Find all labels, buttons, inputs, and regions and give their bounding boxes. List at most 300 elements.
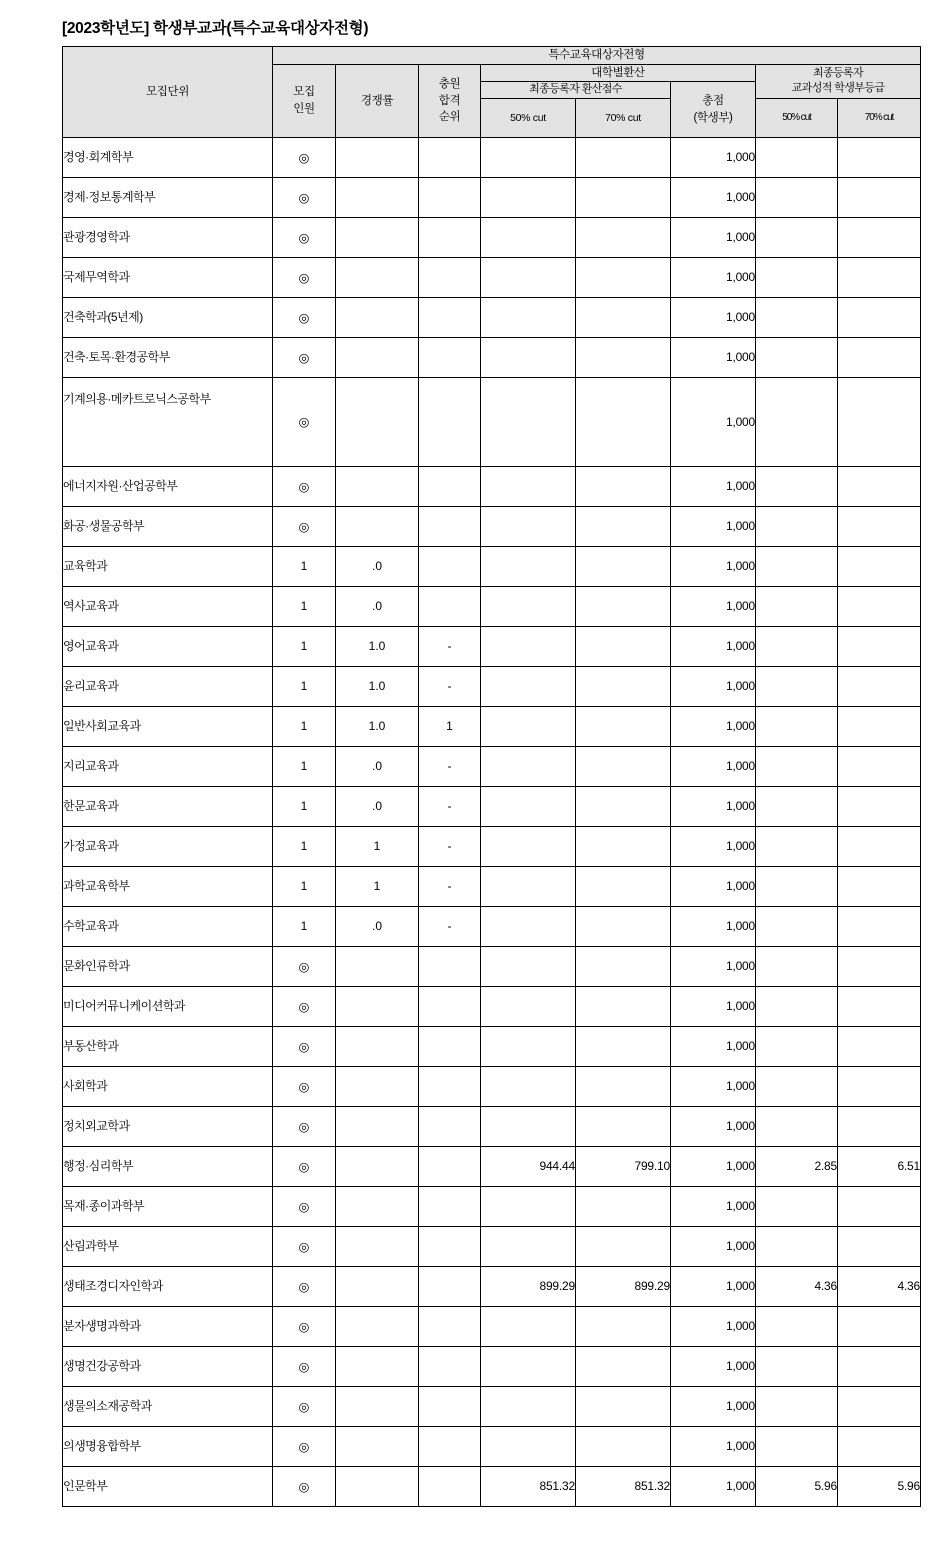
cell-conv-cut50 (481, 1227, 576, 1267)
cell-ratio (336, 507, 419, 547)
cell-grade-cut50 (756, 707, 838, 747)
header-total (671, 82, 756, 138)
cell-grade-cut50 (756, 1347, 838, 1387)
cell-unit: 의생명융합학부 (63, 1427, 273, 1467)
cell-conv-cut50 (481, 378, 576, 467)
cell-ratio (336, 467, 419, 507)
cell-grade-cut50: 2.85 (756, 1147, 838, 1187)
table-row (63, 1307, 921, 1347)
cell-grade-cut70 (838, 627, 921, 667)
table-row (63, 1187, 921, 1227)
table-row (63, 467, 921, 507)
cell-rank (419, 1147, 481, 1187)
cell-total: 1,000 (671, 178, 756, 218)
cell-total: 1,000 (671, 1427, 756, 1467)
cell-grade-cut50: 5.96 (756, 1467, 838, 1507)
cell-rank (419, 547, 481, 587)
cell-grade-cut50 (756, 987, 838, 1027)
cell-ratio (336, 947, 419, 987)
cell-grade-cut70 (838, 467, 921, 507)
cell-conv-cut50 (481, 867, 576, 907)
table-row (63, 1107, 921, 1147)
header-quota-line2: 인원 (293, 102, 315, 115)
cell-conv-cut70 (576, 1387, 671, 1427)
cell-grade-cut50 (756, 1027, 838, 1067)
cell-quota: ◎ (273, 218, 336, 258)
header-rank-line3: 순위 (438, 111, 461, 124)
cell-total: 1,000 (671, 1307, 756, 1347)
cell-ratio (336, 378, 419, 467)
cell-unit: 생물의소재공학과 (63, 1387, 273, 1427)
cell-grade-cut70 (838, 1067, 921, 1107)
cell-ratio: .0 (336, 547, 419, 587)
cell-total: 1,000 (671, 1187, 756, 1227)
cell-grade-cut70 (838, 707, 921, 747)
cell-total: 1,000 (671, 1467, 756, 1507)
table-row (63, 138, 921, 178)
cell-grade-cut70 (838, 1307, 921, 1347)
cell-grade-cut70 (838, 827, 921, 867)
cell-unit: 교육학과 (63, 547, 273, 587)
table-row (63, 907, 921, 947)
header-final-grade-line1: 최종등록자 (812, 66, 864, 79)
cell-quota: ◎ (273, 1107, 336, 1147)
cell-unit: 기계의용·메카트로닉스공학부 (63, 378, 273, 467)
cell-total: 1,000 (671, 787, 756, 827)
header-conv-cut70: 70% cut (576, 99, 671, 138)
table-row (63, 587, 921, 627)
cell-grade-cut70 (838, 1187, 921, 1227)
cell-unit: 수학교육과 (63, 907, 273, 947)
cell-conv-cut50 (481, 1387, 576, 1427)
cell-unit: 행정·심리학부 (63, 1147, 273, 1187)
cell-conv-cut50 (481, 827, 576, 867)
cell-grade-cut70 (838, 987, 921, 1027)
cell-total: 1,000 (671, 547, 756, 587)
cell-grade-cut50 (756, 1227, 838, 1267)
cell-conv-cut70 (576, 467, 671, 507)
cell-ratio: 1.0 (336, 627, 419, 667)
cell-unit: 화공·생물공학부 (63, 507, 273, 547)
header-admission-type: 특수교육대상자전형 (273, 47, 921, 65)
cell-grade-cut70 (838, 667, 921, 707)
cell-conv-cut70 (576, 178, 671, 218)
cell-rank (419, 258, 481, 298)
cell-grade-cut50 (756, 1387, 838, 1427)
cell-grade-cut70 (838, 1107, 921, 1147)
cell-quota: ◎ (273, 378, 336, 467)
cell-rank (419, 178, 481, 218)
cell-grade-cut70 (838, 338, 921, 378)
cell-rank (419, 298, 481, 338)
cell-quota: ◎ (273, 1267, 336, 1307)
cell-rank: - (419, 867, 481, 907)
cell-rank (419, 1467, 481, 1507)
cell-ratio (336, 1387, 419, 1427)
cell-unit: 가정교육과 (63, 827, 273, 867)
cell-unit: 생명건강공학과 (63, 1347, 273, 1387)
header-quota (273, 64, 336, 138)
table-row (63, 707, 921, 747)
table-row (63, 1347, 921, 1387)
cell-total: 1,000 (671, 467, 756, 507)
cell-grade-cut70 (838, 587, 921, 627)
cell-grade-cut50 (756, 1427, 838, 1467)
cell-total: 1,000 (671, 667, 756, 707)
cell-ratio: 1 (336, 867, 419, 907)
cell-unit: 건축·토목·환경공학부 (63, 338, 273, 378)
cell-rank (419, 1187, 481, 1227)
cell-grade-cut50 (756, 1187, 838, 1227)
cell-rank: 1 (419, 707, 481, 747)
cell-conv-cut50 (481, 298, 576, 338)
cell-rank (419, 1227, 481, 1267)
cell-conv-cut70 (576, 298, 671, 338)
cell-grade-cut50 (756, 947, 838, 987)
cell-grade-cut70 (838, 178, 921, 218)
cell-conv-cut50 (481, 547, 576, 587)
table-row (63, 218, 921, 258)
table-row (63, 178, 921, 218)
header-grade-cut50: 50% cut (756, 99, 838, 138)
cell-unit: 과학교육학부 (63, 867, 273, 907)
cell-total: 1,000 (671, 378, 756, 467)
table-row (63, 507, 921, 547)
cell-conv-cut50 (481, 787, 576, 827)
cell-rank: - (419, 627, 481, 667)
cell-conv-cut50 (481, 178, 576, 218)
cell-conv-cut50 (481, 338, 576, 378)
cell-conv-cut70 (576, 627, 671, 667)
cell-conv-cut50 (481, 1067, 576, 1107)
cell-ratio (336, 178, 419, 218)
cell-ratio (336, 1307, 419, 1347)
header-univ-conversion: 대학별환산 (481, 64, 756, 82)
cell-conv-cut70: 851.32 (576, 1467, 671, 1507)
cell-conv-cut70 (576, 378, 671, 467)
cell-total: 1,000 (671, 1347, 756, 1387)
header-total-line1: 총점 (702, 95, 724, 108)
cell-unit: 인문학부 (63, 1467, 273, 1507)
cell-unit: 생태조경디자인학과 (63, 1267, 273, 1307)
cell-unit: 윤리교육과 (63, 667, 273, 707)
cell-conv-cut50 (481, 138, 576, 178)
table-row (63, 1427, 921, 1467)
cell-grade-cut70 (838, 907, 921, 947)
cell-total: 1,000 (671, 987, 756, 1027)
cell-ratio (336, 1347, 419, 1387)
table-row (63, 867, 921, 907)
cell-unit: 경제·정보통계학부 (63, 178, 273, 218)
cell-ratio: .0 (336, 907, 419, 947)
cell-rank (419, 1387, 481, 1427)
cell-conv-cut70: 899.29 (576, 1267, 671, 1307)
cell-unit: 영어교육과 (63, 627, 273, 667)
cell-grade-cut70 (838, 1427, 921, 1467)
header-quota-line1: 모집 (293, 86, 315, 99)
cell-unit: 문화인류학과 (63, 947, 273, 987)
cell-rank: - (419, 787, 481, 827)
table-row (63, 298, 921, 338)
cell-ratio (336, 258, 419, 298)
cell-conv-cut50 (481, 1427, 576, 1467)
cell-conv-cut70 (576, 1427, 671, 1467)
cell-conv-cut70 (576, 1187, 671, 1227)
cell-conv-cut70 (576, 1107, 671, 1147)
cell-unit: 관광경영학과 (63, 218, 273, 258)
cell-ratio: .0 (336, 787, 419, 827)
cell-ratio (336, 1427, 419, 1467)
cell-grade-cut70 (838, 787, 921, 827)
header-unit: 모집단위 (63, 47, 273, 138)
cell-grade-cut70 (838, 547, 921, 587)
cell-conv-cut50 (481, 218, 576, 258)
cell-grade-cut70 (838, 1027, 921, 1067)
header-final-grade (756, 64, 921, 99)
cell-grade-cut70: 6.51 (838, 1147, 921, 1187)
cell-grade-cut70 (838, 1347, 921, 1387)
header-rank-line1: 충원 (438, 77, 461, 90)
cell-ratio (336, 298, 419, 338)
cell-conv-cut70 (576, 947, 671, 987)
cell-conv-cut70 (576, 1027, 671, 1067)
cell-unit: 정치외교학과 (63, 1107, 273, 1147)
cell-grade-cut70 (838, 867, 921, 907)
cell-ratio: .0 (336, 587, 419, 627)
cell-grade-cut50 (756, 1067, 838, 1107)
cell-grade-cut70 (838, 1227, 921, 1267)
cell-conv-cut50 (481, 707, 576, 747)
cell-conv-cut50: 899.29 (481, 1267, 576, 1307)
cell-rank (419, 947, 481, 987)
cell-ratio (336, 987, 419, 1027)
cell-total: 1,000 (671, 1267, 756, 1307)
cell-quota: ◎ (273, 1027, 336, 1067)
cell-total: 1,000 (671, 138, 756, 178)
cell-conv-cut70 (576, 338, 671, 378)
cell-grade-cut50 (756, 787, 838, 827)
cell-grade-cut70 (838, 1387, 921, 1427)
table-row (63, 627, 921, 667)
cell-conv-cut70 (576, 787, 671, 827)
cell-grade-cut50 (756, 667, 838, 707)
cell-ratio: .0 (336, 747, 419, 787)
cell-ratio (336, 1067, 419, 1107)
cell-grade-cut50 (756, 467, 838, 507)
cell-grade-cut50 (756, 378, 838, 467)
cell-unit: 목재·종이과학부 (63, 1187, 273, 1227)
cell-conv-cut70 (576, 218, 671, 258)
table-header (63, 47, 921, 138)
cell-quota: ◎ (273, 1307, 336, 1347)
cell-conv-cut50 (481, 587, 576, 627)
cell-conv-cut70 (576, 827, 671, 867)
cell-quota: ◎ (273, 1147, 336, 1187)
cell-quota: 1 (273, 587, 336, 627)
cell-rank (419, 1067, 481, 1107)
cell-conv-cut50 (481, 667, 576, 707)
cell-ratio (336, 338, 419, 378)
cell-grade-cut50 (756, 747, 838, 787)
cell-conv-cut70 (576, 747, 671, 787)
table-body (63, 138, 921, 1507)
cell-unit: 산림과학부 (63, 1227, 273, 1267)
cell-conv-cut70 (576, 587, 671, 627)
header-rank-line2: 합격 (438, 94, 461, 107)
cell-conv-cut50 (481, 507, 576, 547)
cell-quota: 1 (273, 747, 336, 787)
cell-ratio (336, 218, 419, 258)
cell-unit: 미디어커뮤니케이션학과 (63, 987, 273, 1027)
cell-conv-cut70: 799.10 (576, 1147, 671, 1187)
cell-grade-cut70: 4.36 (838, 1267, 921, 1307)
cell-grade-cut50 (756, 338, 838, 378)
cell-unit: 국제무역학과 (63, 258, 273, 298)
cell-rank (419, 1027, 481, 1067)
cell-conv-cut50 (481, 987, 576, 1027)
cell-conv-cut50 (481, 907, 576, 947)
cell-conv-cut50 (481, 747, 576, 787)
cell-total: 1,000 (671, 587, 756, 627)
table-row (63, 1067, 921, 1107)
cell-total: 1,000 (671, 1147, 756, 1187)
cell-grade-cut70 (838, 138, 921, 178)
cell-quota: 1 (273, 667, 336, 707)
cell-quota: ◎ (273, 338, 336, 378)
cell-total: 1,000 (671, 827, 756, 867)
cell-grade-cut50 (756, 1107, 838, 1147)
cell-conv-cut70 (576, 1347, 671, 1387)
table-row (63, 1027, 921, 1067)
table-row (63, 378, 921, 467)
cell-conv-cut50 (481, 1027, 576, 1067)
cell-unit: 사회학과 (63, 1067, 273, 1107)
table-row (63, 1227, 921, 1267)
cell-conv-cut70 (576, 1307, 671, 1347)
cell-rank (419, 1307, 481, 1347)
cell-grade-cut50: 4.36 (756, 1267, 838, 1307)
cell-grade-cut70 (838, 258, 921, 298)
cell-total: 1,000 (671, 507, 756, 547)
cell-quota: 1 (273, 787, 336, 827)
table-row (63, 787, 921, 827)
cell-quota: ◎ (273, 467, 336, 507)
cell-quota: 1 (273, 827, 336, 867)
cell-rank: - (419, 747, 481, 787)
cell-quota: ◎ (273, 298, 336, 338)
cell-total: 1,000 (671, 947, 756, 987)
cell-rank (419, 1267, 481, 1307)
cell-conv-cut50 (481, 627, 576, 667)
cell-ratio: 1.0 (336, 667, 419, 707)
cell-rank (419, 987, 481, 1027)
cell-unit: 건축학과(5년제) (63, 298, 273, 338)
cell-total: 1,000 (671, 1227, 756, 1267)
cell-ratio (336, 138, 419, 178)
cell-grade-cut50 (756, 1307, 838, 1347)
cell-grade-cut70 (838, 947, 921, 987)
cell-grade-cut50 (756, 178, 838, 218)
cell-grade-cut50 (756, 138, 838, 178)
header-final-conv-score: 최종등록자 환산점수 (481, 82, 671, 99)
table-row (63, 947, 921, 987)
cell-conv-cut50 (481, 1347, 576, 1387)
cell-rank: - (419, 907, 481, 947)
cell-grade-cut70 (838, 507, 921, 547)
cell-grade-cut50 (756, 827, 838, 867)
cell-grade-cut50 (756, 907, 838, 947)
cell-conv-cut50 (481, 258, 576, 298)
table-row (63, 827, 921, 867)
cell-quota: ◎ (273, 947, 336, 987)
cell-grade-cut70 (838, 298, 921, 338)
page-title: [2023학년도] 학생부교과(특수교육대상자전형) (62, 20, 369, 37)
cell-grade-cut50 (756, 218, 838, 258)
cell-total: 1,000 (671, 338, 756, 378)
cell-ratio (336, 1027, 419, 1067)
cell-conv-cut50 (481, 947, 576, 987)
cell-conv-cut70 (576, 707, 671, 747)
cell-quota: ◎ (273, 138, 336, 178)
cell-unit: 역사교육과 (63, 587, 273, 627)
cell-total: 1,000 (671, 1067, 756, 1107)
admissions-table (62, 46, 921, 1507)
cell-rank (419, 1347, 481, 1387)
cell-conv-cut70 (576, 907, 671, 947)
cell-ratio: 1.0 (336, 707, 419, 747)
cell-unit: 경영·회계학부 (63, 138, 273, 178)
cell-grade-cut70: 5.96 (838, 1467, 921, 1507)
cell-conv-cut70 (576, 547, 671, 587)
cell-conv-cut50: 944.44 (481, 1147, 576, 1187)
cell-grade-cut50 (756, 547, 838, 587)
cell-total: 1,000 (671, 1387, 756, 1427)
table-row (63, 258, 921, 298)
cell-quota: ◎ (273, 1387, 336, 1427)
header-row-1 (63, 47, 921, 65)
cell-conv-cut50: 851.32 (481, 1467, 576, 1507)
cell-total: 1,000 (671, 298, 756, 338)
cell-quota: ◎ (273, 1187, 336, 1227)
cell-rank (419, 218, 481, 258)
cell-unit: 분자생명과학과 (63, 1307, 273, 1347)
cell-quota: ◎ (273, 1347, 336, 1387)
cell-conv-cut70 (576, 867, 671, 907)
cell-total: 1,000 (671, 867, 756, 907)
cell-unit: 일반사회교육과 (63, 707, 273, 747)
cell-unit: 지리교육과 (63, 747, 273, 787)
cell-grade-cut50 (756, 587, 838, 627)
header-conv-cut50: 50% cut (481, 99, 576, 138)
cell-total: 1,000 (671, 707, 756, 747)
cell-conv-cut70 (576, 987, 671, 1027)
cell-conv-cut70 (576, 258, 671, 298)
cell-unit: 부동산학과 (63, 1027, 273, 1067)
table-row (63, 1467, 921, 1507)
header-ratio: 경쟁률 (336, 64, 419, 138)
cell-grade-cut70 (838, 378, 921, 467)
cell-conv-cut50 (481, 1307, 576, 1347)
cell-total: 1,000 (671, 747, 756, 787)
table-row (63, 1267, 921, 1307)
cell-quota: 1 (273, 907, 336, 947)
cell-quota: ◎ (273, 1427, 336, 1467)
cell-conv-cut70 (576, 1067, 671, 1107)
cell-total: 1,000 (671, 1107, 756, 1147)
cell-quota: 1 (273, 547, 336, 587)
cell-quota: 1 (273, 867, 336, 907)
table-row (63, 747, 921, 787)
